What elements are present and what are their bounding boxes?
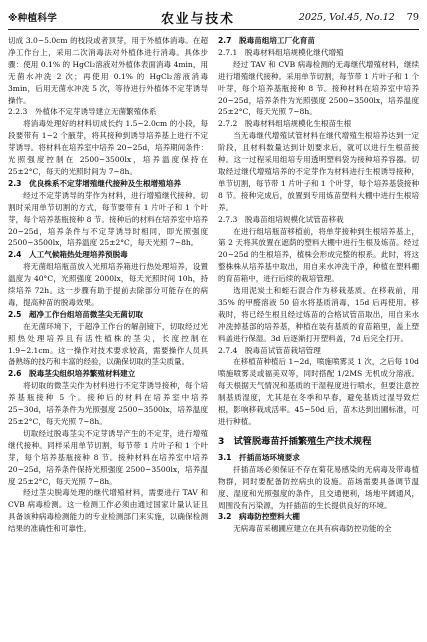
header-rule	[8, 29, 419, 30]
issue-info	[299, 12, 419, 23]
section-heading: 3 试管脱毒苗扦插繁殖生产技术规程	[218, 435, 372, 447]
paragraph: 切成 3.0~5.0cm 的枝段或者顶芽，用于外植体消毒。在超净工作台上，采用二次消毒法对外植体进行消毒。具体步骤：使用 0.1% 的 HgCl₂溶液对外植体表面消毒 4min，用无菌水冲洗 2 次；再使用 0.1% 的 HgCl₂溶液消毒 3min，后用无菌水冲洗 5 次，等待进行外植体不定芽诱导操作。	[8, 36, 208, 105]
journal-title: 农业与技术	[160, 11, 235, 27]
subsubsection-heading: 2.7.4 脱毒苗试管苗栽培管理	[218, 345, 321, 355]
subsubsection-heading: 2.7.3 脱毒苗组培规模化试管苗移栽	[218, 214, 344, 224]
page-number: 79	[406, 11, 419, 23]
paragraph: 当无毒继代增殖试管材料在继代增殖生根培养达到一定阶段，且材料数量达到计划要求后，就可以进行生根苗接种。这一过程采用组培专用透明塑料袋为接种培养容器。切取经过继代增殖培养的不定芽作为材料进行生根诱导接种，单节切割，每节带 1 片叶子和 1 个叶芽，每个培养基袋接种 8 节。接种完成后，放置到专用炼苗塑料大棚中进行生根培养。	[218, 131, 419, 212]
subsection-heading: 2.3 优良株系不定芽增殖继代接种及生根增殖培养	[8, 178, 181, 188]
subsection-heading: 2.4 人工气候箱热处理培养预脱毒	[8, 250, 128, 260]
paragraph: 经过 TAV 和 CVB 病毒检测的无毒继代增殖材料，继续进行增殖继代接种。采用单节切割，每节带 1 片叶子和 1 个叶芽，每个培养基瓶接种 8 节。接种材料在培养室中培养 20~25d，培养条件为光照强度 2500~3500lx，培养温度 25±2°C，每天光照 7~8h。	[218, 59, 419, 117]
paragraph: 经过不定芽诱导的芽作为材料，进行增殖继代接种。切割时采用单节切割的方式，每节要带有 1 片叶子和 1 个叶芽，每个培养基瓶接种 8 节。接种后的材料在培养室中培养 20~25d，培养条件与不定芽诱导时相同，即光照强度 2500~3500lx，培养温度 25±2°C，每天光照 7~8h。	[8, 190, 208, 248]
paragraph: 在无菌环境下，于超净工作台的解剖镜下，切取经过光照热处理培养且有活性植株的茎尖，长度控制在 1.9~2.1cm。这一操作对技术要求较高，需要操作人员具备熟练的技巧和丰富的经验，以确保切取的茎尖质量。	[8, 321, 208, 367]
paragraph: 将消毒处理好的材料切成长约 1.5~2.0cm 的小段，每段要带有 1~2 个腋芽，将其接种到诱导培养基上进行不定芽诱导。将材料在培养室中培养 20~25d，培养期间条件：光照强度控制在 2500~3500lx，培养温度保持在 25±2°C，每天的光照时间为 7~8h。	[8, 119, 208, 176]
left-column	[8, 35, 208, 535]
subsection-heading: 2.5 超净工作台组培苗微茎尖无菌切取	[8, 309, 143, 319]
subsection-heading: 2.6 脱毒茎尖组织培养繁殖材料建立	[8, 369, 136, 379]
paragraph: 在进行组培瓶苗移植前，将单芽接种到生根培养基上，第 2 天将其放置在遮荫的塑料大棚中进行生根及炼苗。经过 20~25d 的生根培养，植株会形成完整的根系。此时，将这整株株从培养基中取出，用自来水冲洗干净，种植在塑料棚的育苗箱中，进行后续的栽培管理。	[218, 226, 419, 284]
subsubsection-heading: 2.2.3 外植体不定芽诱导建立无菌繁殖体系	[8, 107, 157, 117]
paragraph: 经过茎尖脱毒处理的继代增殖材料，需要进行 TAV 和 CVB 病毒检测。这一检测工作必须由通过国家计量认证且具备该种病毒检测能力的专业检测部门来实施，以确保检测结果的准确性和可靠性。	[8, 488, 208, 534]
subsection-heading: 3.2 病毒防控塑料大棚	[218, 512, 300, 522]
running-header	[8, 6, 419, 28]
paragraph: 在移植苗种植后 1~2d，喷施喷雾灵 1 次，之后每 10d 喷施喷雾灵或福美双等，同时搭配 1/2MS 无机成分溶液。每天根据天气情况和基质的干湿程度进行喷水，但要注意控制基质湿度，尤其是在冬季和早春，避免基质过湿导致烂根，影响移栽成活率。45~50d 后，苗木达到出圃标准，可进行种植。	[218, 357, 419, 426]
paragraph: 扦插苗场必须保证不存在菊花易感染的无病毒及带毒植物群，同时要配备防控病虫的设施。苗场需要具备调节温度、湿度和光照强度的条件，且交通便利，场地平阔通风，周围没有污染源，为扦插苗的生长提供良好的环境。	[218, 464, 419, 510]
section-label: ※种植科学	[8, 13, 58, 24]
volume-issue: 2025, Vol.45, No.12	[298, 11, 395, 23]
paragraph: 选用泥炭土和蛭石混合作为移栽基质。在移栽前，用 35% 的甲醛溶液 50 倍水将基质消毒，15d 后再使用。移栽时，将已经生根且经过炼苗的合格试管苗取出，用自来水冲洗掉基部的培养基，种植在装有基质的育苗箱里，盖上塑料盖进行保湿。3d 后逐渐打开塑料盖，7d 后完全打开。	[218, 286, 419, 343]
subsubsection-heading: 2.7.2 脱毒材料组培规模化生根苗生根	[218, 119, 352, 129]
paragraph: 将切取的微茎尖作为材料进行不定芽诱导接种，每个培养基瓶接种 5 个。接种后的材料在培养室中培养 25~30d，培养条件为光照强度 2500~3500lx，培养温度 25±2°C，每天光照 7~8h。	[8, 381, 208, 426]
paragraph: 切取经过脱毒茎尖不定芽诱导产生的不定芽，进行增殖继代接种。同样采用单节切割，每节带 1 片叶子和 1 个叶芽，每个培养基瓶接种 8 节。接种材料在培养室中培养 20~25d，培养条件保持光照强度 2500~3500lx，培养温度 25±2°C，每天光照 7~8h。	[8, 428, 208, 486]
paragraph: 无病毒苗采穗圃应建立在具有病毒防控功能的全	[233, 524, 392, 534]
subsection-heading: 3.1 扦插苗场环境要求	[218, 452, 300, 462]
paragraph: 将无菌组培瓶苗放入光照培养箱进行热处理培养，设置温度为 40°C，光照强度 2000lx，每天光照时间 10h，持续培养 72h。这一步骤有助于提前去除部分可能存在的病毒，提高种苗的脱毒效果。	[8, 262, 208, 307]
subsection-heading: 2.7 脱毒苗组培工厂化育苗	[218, 36, 315, 45]
subsubsection-heading: 2.7.1 脱毒材料组培规模化继代增殖	[218, 47, 344, 57]
right-column	[218, 35, 419, 535]
